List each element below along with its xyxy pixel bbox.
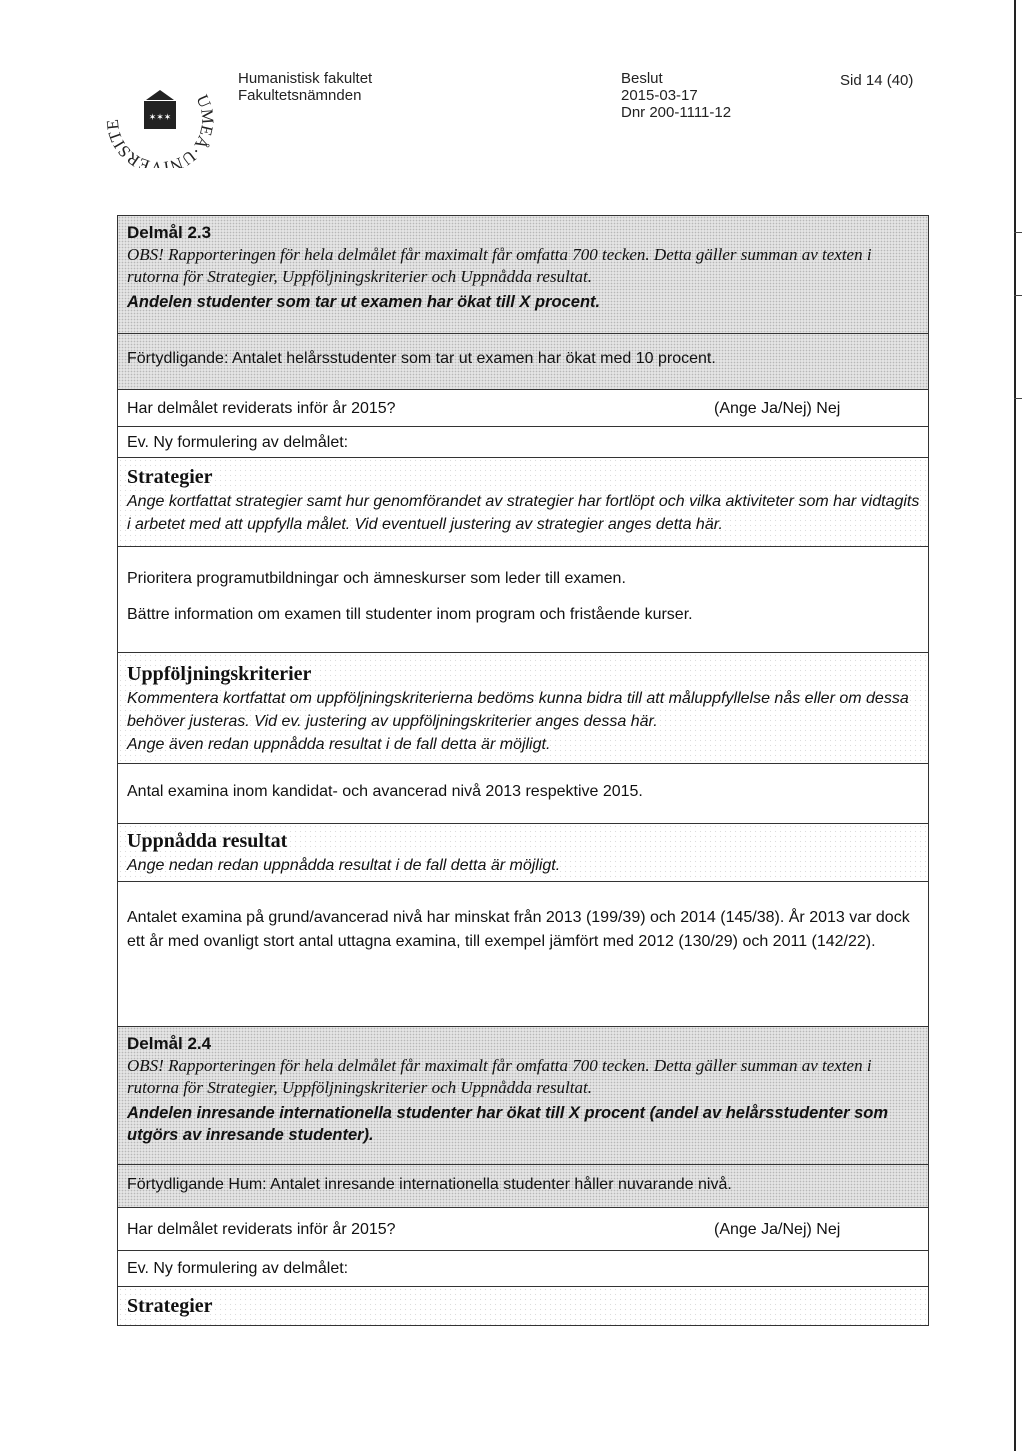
followup-instruction-1: Kommentera kortfattat om uppföljningskriterierna bedöms kunna bidra till att måluppfyllelse nås eller om dessa behöver justeras. Vid ev. justering av uppföljningskriterier anges dessa här.: [127, 690, 909, 730]
page-number: Sid 14 (40): [840, 72, 914, 89]
new-formulation-label: Ev. Ny formulering av delmålet:: [127, 434, 349, 451]
strategies-answer-row: [118, 547, 928, 653]
board-name: Fakultetsnämnden: [238, 87, 362, 104]
followup-answer-row: [118, 764, 928, 824]
doc-date: 2015-03-17: [621, 87, 698, 104]
followup-instruction-row: [118, 653, 928, 764]
decision-header: [621, 70, 731, 121]
clarification-row: [118, 1165, 928, 1208]
goal-2-4-form: [117, 1026, 929, 1326]
goal-statement: Andelen inresande internationella studenter har ökat till X procent (andel av helårsstudenter som utgörs av inresande studenter).: [127, 1104, 889, 1144]
obs-note: OBS! Rapporteringen för hela delmålet får maximalt får omfatta 700 tecken. Detta gäller summan av texten i rutorna för Strategier, Uppföljningskriterier och Uppnådda resultat.: [127, 245, 872, 286]
revised-answer: (Ange Ja/Nej) Nej: [714, 1221, 841, 1238]
goal-title: Delmål 2.3: [127, 223, 212, 242]
faculty-name: Humanistisk fakultet: [238, 70, 373, 87]
followup-text: Antal examina inom kandidat- och avancerad nivå 2013 respektive 2015.: [127, 783, 643, 800]
results-answer-row: [118, 882, 928, 1028]
edge-tick: [1014, 232, 1022, 233]
svg-text:UMEÅ·UNIVERSITET: UMEÅ·UNIVERSITE: [102, 91, 218, 168]
goal-statement: Andelen studenter som tar ut examen har ökat till X procent.: [127, 293, 601, 311]
new-formulation-row: [118, 1251, 928, 1287]
followup-heading: Uppföljningskriterier: [127, 663, 312, 685]
goal-title: Delmål 2.4: [127, 1034, 212, 1053]
revised-answer: (Ange Ja/Nej) Nej: [714, 400, 841, 417]
goal-header-block: [118, 216, 928, 334]
results-text: Antalet examina på grund/avancerad nivå har minskat från 2013 (199/39) och 2014 (145/38). År 2013 var dock ett år med ovanligt stort antal uttagna examina, till exempel jämfört med 2012 (130/29) och 2011 (142/22).: [127, 909, 910, 950]
revised-row: [118, 390, 928, 427]
edge-tick: [1014, 398, 1022, 399]
goal-header-block: [118, 1027, 928, 1165]
strategies-instruction: Ange kortfattat strategier samt hur genomförandet av strategier har fortlöpt och vilka aktiviteter som har vidtagits i arbetet med att uppfylla målet. Vid eventuell justering av strategier anges detta här.: [127, 493, 920, 533]
revised-question: Har delmålet reviderats inför år 2015?: [127, 400, 396, 417]
new-formulation-row: [118, 427, 928, 458]
clarification-row: [118, 334, 928, 390]
followup-instruction-2: Ange även redan uppnådda resultat i de fall detta är möjligt.: [127, 736, 551, 753]
doc-ref: Dnr 200-1111-12: [621, 104, 732, 121]
obs-note: OBS! Rapporteringen för hela delmålet får maximalt får omfatta 700 tecken. Detta gäller summan av texten i rutorna för Strategier, Uppföljningskriterier och Uppnådda resultat.: [127, 1056, 872, 1097]
university-logo: [100, 58, 220, 168]
revised-question: Har delmålet reviderats inför år 2015?: [127, 1221, 396, 1238]
svg-text:✶✶✶: ✶✶✶: [148, 113, 172, 123]
strategies-text-1: Prioritera programutbildningar och ämneskurser som leder till examen.: [127, 570, 626, 587]
goal-2-3-form: [117, 215, 929, 1028]
strategies-heading: Strategier: [127, 466, 213, 488]
strategies-heading-row: [118, 1287, 928, 1326]
results-instruction-row: [118, 824, 928, 882]
results-instruction: Ange nedan redan uppnådda resultat i de fall detta är möjligt.: [127, 857, 561, 874]
faculty-header: [238, 70, 372, 104]
page-edge: [1014, 0, 1016, 1451]
doc-type: Beslut: [621, 70, 663, 87]
results-heading: Uppnådda resultat: [127, 830, 288, 852]
edge-tick: [1014, 295, 1022, 296]
strategies-heading: Strategier: [127, 1295, 213, 1317]
clarification-text: Förtydligande: Antalet helårsstudenter som tar ut examen har ökat med 10 procent.: [127, 350, 716, 367]
strategies-text-2: Bättre information om examen till studenter inom program och fristående kurser.: [127, 606, 693, 623]
revised-row: [118, 1208, 928, 1251]
strategies-instruction-row: [118, 458, 928, 547]
new-formulation-label: Ev. Ny formulering av delmålet:: [127, 1260, 349, 1277]
clarification-text: Förtydligande Hum: Antalet inresande internationella studenter håller nuvarande nivå.: [127, 1176, 732, 1193]
